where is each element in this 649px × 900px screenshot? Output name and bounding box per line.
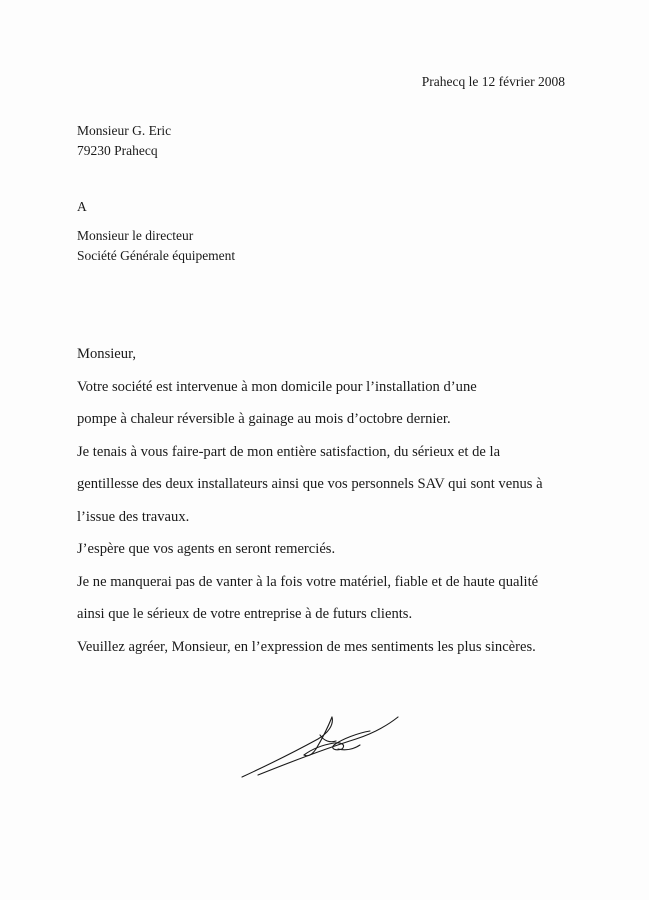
recipient-company: Société Générale équipement <box>77 248 236 263</box>
body-line: ainsi que le sérieux de votre entreprise à de futurs clients. <box>77 606 413 622</box>
body-line: Votre société est intervenue à mon domicile pour l’installation d’une <box>77 378 477 395</box>
sender-block <box>77 121 171 161</box>
sender-name: Monsieur G. Eric <box>77 123 172 138</box>
recipient-marker: A <box>77 199 87 214</box>
body-line: Je tenais à vous faire-part de mon entière satisfaction, du sérieux et de la <box>77 443 501 460</box>
recipient-title: Monsieur le directeur <box>77 228 194 243</box>
signature-icon <box>238 705 403 785</box>
body-line: Je ne manquerai pas de vanter à la fois votre matériel, fiable et de haute qualité <box>77 573 539 590</box>
sender-address: 79230 Prahecq <box>77 143 158 158</box>
body-line: gentillesse des deux installateurs ainsi que vos personnels SAV qui sont venus à <box>77 476 543 492</box>
body-line: J’espère que vos agents en seront remerciés. <box>77 541 336 557</box>
closing-line: Veuillez agréer, Monsieur, en l’expression de mes sentiments les plus sincères. <box>77 638 536 655</box>
letter-date: Prahecq le 12 février 2008 <box>421 74 565 89</box>
body-line: l’issue des travaux. <box>77 508 190 525</box>
letter-body <box>77 344 577 669</box>
salutation: Monsieur, <box>77 346 137 362</box>
body-line: pompe à chaleur réversible à gainage au mois d’octobre dernier. <box>77 411 451 427</box>
recipient-block <box>77 226 235 266</box>
